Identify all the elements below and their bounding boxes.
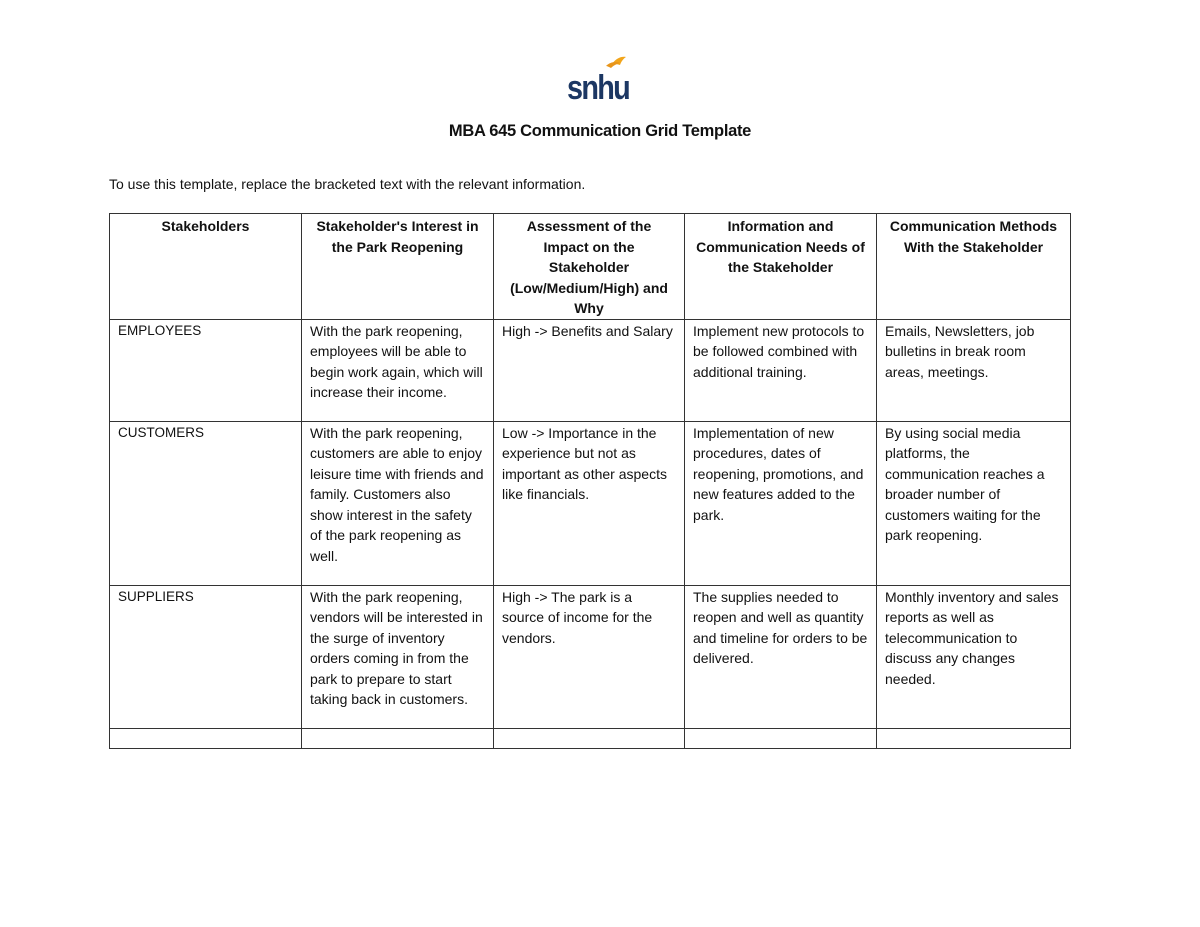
snhu-logo-mark — [566, 56, 632, 107]
cell-stakeholder: CUSTOMERS — [110, 421, 302, 585]
cell-methods: Emails, Newsletters, job bulletins in break room areas, meetings. — [877, 319, 1071, 421]
cell-assessment: High -> The park is a source of income for the vendors. — [494, 585, 685, 728]
table-row — [110, 319, 1071, 421]
empty-cell — [302, 728, 494, 748]
table-row — [110, 585, 1071, 728]
header-assessment: Assessment of the Impact on the Stakeholder (Low/Medium/High) and Why — [494, 214, 685, 320]
table-header-row — [110, 214, 1071, 320]
cell-assessment: Low -> Importance in the experience but not as important as other aspects like financials. — [494, 421, 685, 585]
empty-cell — [685, 728, 877, 748]
cell-needs: Implement new protocols to be followed combined with additional training. — [685, 319, 877, 421]
cell-needs: Implementation of new procedures, dates of reopening, promotions, and new features added to the park. — [685, 421, 877, 585]
document-title: MBA 645 Communication Grid Template — [448, 122, 752, 140]
cell-assessment: High -> Benefits and Salary — [494, 319, 685, 421]
cell-stakeholder: EMPLOYEES — [110, 319, 302, 421]
table-row-empty — [110, 728, 1071, 748]
header-needs: Information and Communication Needs of the Stakeholder — [685, 214, 877, 320]
cell-methods: Monthly inventory and sales reports as well as telecommunication to discuss any changes needed. — [877, 585, 1071, 728]
cell-stakeholder: SUPPLIERS — [110, 585, 302, 728]
communication-grid-table — [109, 213, 1071, 749]
snhu-logo — [566, 56, 632, 107]
empty-cell — [110, 728, 302, 748]
header-interest: Stakeholder's Interest in the Park Reopening — [302, 214, 494, 320]
cell-interest: With the park reopening, customers are able to enjoy leisure time with friends and family. Customers also show interest in the safety of the park reopening as well. — [302, 421, 494, 585]
empty-cell — [494, 728, 685, 748]
instructions-text: To use this template, replace the bracketed text with the relevant information. — [109, 176, 586, 192]
cell-interest: With the park reopening, employees will be able to begin work again, which will increase their income. — [302, 319, 494, 421]
cell-needs: The supplies needed to reopen and well as quantity and timeline for orders to be delivered. — [685, 585, 877, 728]
cell-interest: With the park reopening, vendors will be interested in the surge of inventory orders coming in from the park to prepare to start taking back in customers. — [302, 585, 494, 728]
empty-cell — [877, 728, 1071, 748]
snhu-logo-text: snhu — [567, 69, 630, 107]
table-row — [110, 421, 1071, 585]
header-methods: Communication Methods With the Stakeholder — [877, 214, 1071, 320]
cell-methods: By using social media platforms, the communication reaches a broader number of customers waiting for the park reopening. — [877, 421, 1071, 585]
header-stakeholders: Stakeholders — [110, 214, 302, 320]
